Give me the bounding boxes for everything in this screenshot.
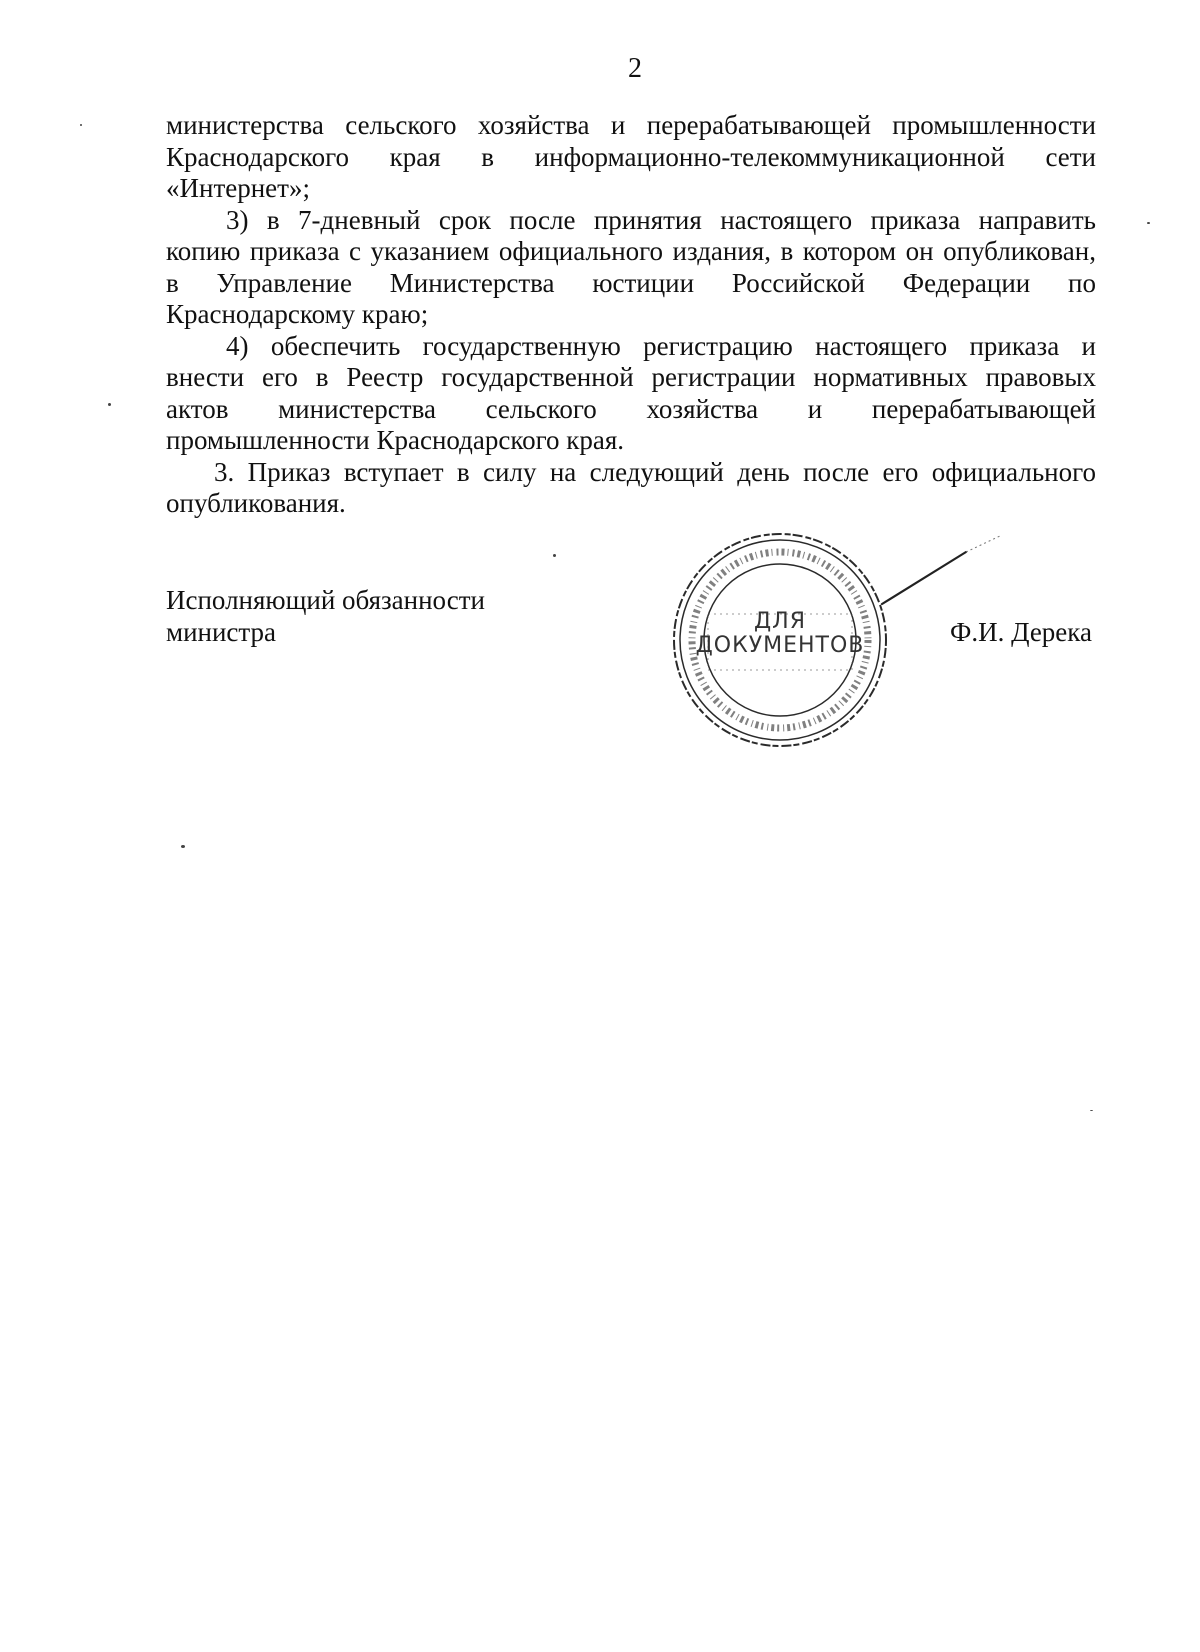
- text-line: Краснодарскому краю;: [166, 299, 429, 329]
- scan-artifact: [181, 845, 185, 848]
- seal-text-line: ДЛЯ: [753, 609, 807, 634]
- text-line: 3) в 7-дневный срок после принятия настоящего приказа направить: [226, 204, 1096, 235]
- signatory-title-line: Исполняющий обязанности: [166, 585, 485, 615]
- paragraph-4: [166, 457, 1096, 520]
- text-line: 3. Приказ вступает в силу на следующий день после его официального: [214, 456, 1096, 487]
- signatory-name: Ф.И. Дерека: [950, 617, 1092, 647]
- paragraph-1: [166, 110, 1096, 205]
- text-line: копию приказа с указанием официального издания, в котором он опубликован,: [166, 236, 1096, 266]
- text-line: Краснодарского края в информационно-телекоммуникационной сети: [166, 141, 1096, 172]
- scan-artifact: [1090, 1110, 1093, 1111]
- scan-artifact: [1147, 222, 1150, 224]
- signatory-title: [166, 585, 485, 648]
- text-line: опубликования.: [166, 488, 346, 518]
- scan-artifact: [553, 554, 556, 557]
- paragraph-2: [166, 205, 1096, 331]
- text-line: 4) обеспечить государственную регистрацию настоящего приказа и: [226, 330, 1096, 361]
- signatory-title-line: министра: [166, 616, 277, 647]
- seal-text-line: ДОКУМЕНТОВ: [695, 633, 865, 658]
- seal-center-text: [668, 610, 892, 658]
- text-line: «Интернет»;: [166, 173, 310, 203]
- paragraph-3: [166, 331, 1096, 457]
- text-line: внести его в Реестр государственной регистрации нормативных правовых: [166, 362, 1096, 392]
- handwritten-signature: [880, 530, 1010, 610]
- text-line: в Управление Министерства юстиции Российской Федерации по: [166, 267, 1096, 298]
- text-line: актов министерства сельского хозяйства и перерабатывающей: [166, 393, 1096, 424]
- scan-artifact: [80, 124, 82, 126]
- scan-artifact: [108, 403, 111, 406]
- page-number: 2: [628, 53, 642, 84]
- document-body: [166, 110, 1096, 520]
- text-line: промышленности Краснодарского края.: [166, 425, 624, 455]
- official-seal: [668, 528, 892, 752]
- text-line: министерства сельского хозяйства и перерабатывающей промышленности: [166, 110, 1096, 140]
